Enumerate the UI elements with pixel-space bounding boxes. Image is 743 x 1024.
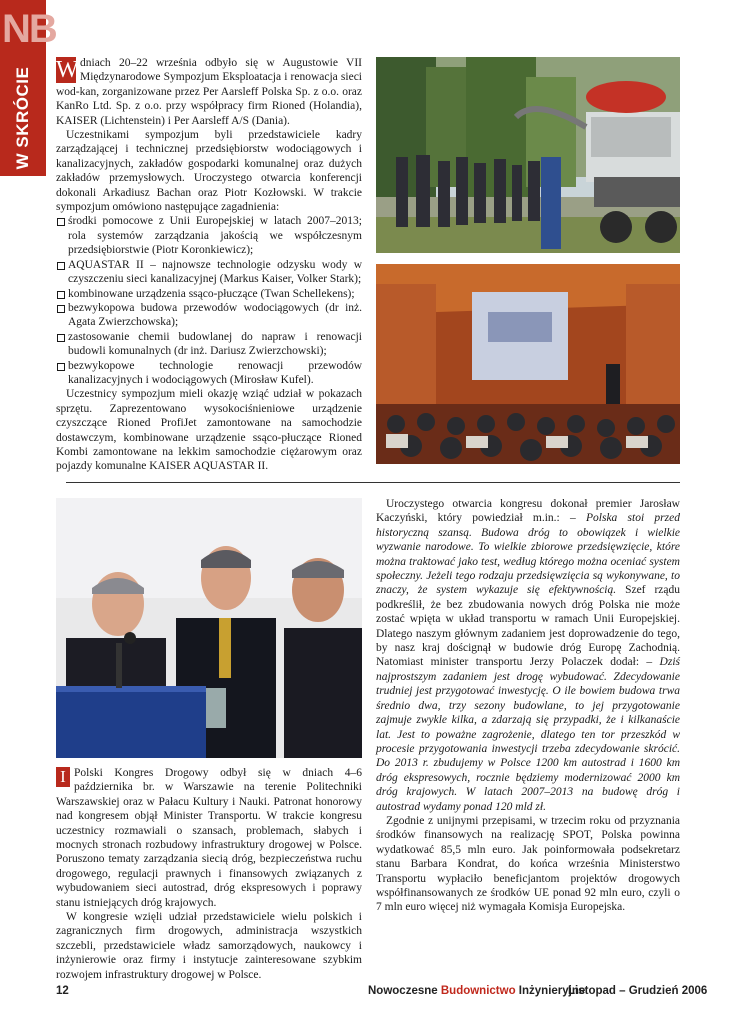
issue-date: Listopad – Grudzień 2006 [568,985,708,997]
list-item: bezwykopowe technologie renowacji przewodów kanalizacyjnych i wodociągowych (Mirosław Kufel). [56,359,362,388]
dropcap-i: I [56,767,70,787]
photo-conference-hall [376,264,680,464]
page-number: 12 [56,985,69,997]
kaczynski-quote: Polska stoi przed historyczną szansą. Budowa dróg to obowiązek i wielkie wyzwanie narodowe. To wielkie zbiorowe przedsięwzięcie, które można traktować jako test, według którego można oceniać system społeczny. Jeżeli tego rodzaju przedsięwzięcia są wykonywane, to znaczy, że system wykazuje się efektywnością. [376,512,680,597]
dropcap-w: W [56,57,79,83]
section-divider [66,482,680,483]
section-label: W SKRÓCIE [13,66,32,170]
article-1: W dniach 20–22 września odbyło się w Augustowie VII Międzynarodowe Sympozjum Eksploatacja i renowacja sieci wod-kan, zorganizowane przez Per Aarsleff Polska Sp. z o.o. oraz KanRo Ltd. Sp. z o.o. przy współpracy firm Rioned (Holandia), KAISER (Lichtenstein) i Per Aarsleff A/S (Dania). Uczestnikami sympozjum byli przedstawiciele kadry zarządzającej i technicznej przedsiębiorstw wodociągowych i kanalizacyjnych, zakładów gospodarki komunalnej oraz dużych zakładów przemysłowych. Uroczystego otwarcia konferencji dokonali Arkadiusz Bachan oraz Piotr Kozłowski. W trakcie sympozjum omówiono następujące zagadnienia: środki pomocowe z Unii Europejskiej w latach 2007–2013; rola systemów zarządzania jakością we współczesnym przedsiębiorstwie (Piotr Koronkiewicz); AQUASTAR II – najnowsze technologie odzysku wody w czyszczeniu sieci kanalizacyjnej (Markus Kaiser, Volker Stark); kombinowane urządzenia ssąco-płuczące (Twan Schellekens); bezwykopowa budowa przewodów wodociągowych (dr inż. Agata Zwierzchowska); zastosowanie chemii budowlanej do napraw i renowacji budowli komunalnych (dr inż. Dariusz Zwierzchowski); bezwykopowe technologie renowacji przewodów kanalizacyjnych i wodociągowych (Mirosław Kufel). Uczestnicy sympozjum mieli okazję wziąć udział w pokazach sprzętu. Zaprezentowano wysokociśnieniowe urządzenie czyszczące Rioned ProfiJet zamontowane na samochodzie dostawczym, kombinowane urządzenie ssąco-płuczące Rioned Kombi zamontowane na lekkim samochodzie ciężarowym oraz pojazdy komunalne KAISER AQUASTAR II. [56,57,362,473]
list-item: AQUASTAR II – najnowsze technologie odzysku wody w czyszczeniu sieci kanalizacyjnej (Markus Kaiser, Volker Stark); [56,258,362,287]
list-item: środki pomocowe z Unii Europejskiej w latach 2007–2013; rola systemów zarządzania jakością we współczesnym przedsiębiorstwie (Piotr Koronkiewicz); [56,214,362,257]
photo-officials [56,498,362,758]
polaczek-quote: Dziś najprostszym zadaniem jest drogę wybudować. Zdecydowanie trudniej jest przygotować inwestycję. O ile bowiem budowa trwa średnio dwa, trzy sezony budowlane, to jej przygotowanie zajmuje zwykle kilka, a zdarzają się przypadki, że i kilkanaście lat. Jest to poważne zagrożenie, dlatego ten tor przeszkód w procesie przygotowania inwestycji trzeba zdecydowanie skrócić. Do 2013 r. zbudujemy w Polsce 1200 km autostrad i 1600 km dróg ekspresowych, rocznie będziemy modernizować 2000 km dróg krajowych. W latach 2007–2013 na budowę dróg i autostrad wydamy ponad 120 mld zł. [376,656,680,813]
list-item: bezwykopowa budowa przewodów wodociągowych (dr inż. Agata Zwierzchowska); [56,301,362,330]
photo-equipment-demo [376,57,680,253]
list-item: kombinowane urządzenia ssąco-płuczące (Twan Schellekens); [56,287,362,301]
topics-list [56,214,362,387]
list-item: zastosowanie chemii budowlanej do napraw i renowacji budowli komunalnych (dr inż. Dariusz Zwierzchowski); [56,330,362,359]
magazine-logo: NB [2,7,56,51]
article-2-col-2: Uroczystego otwarcia kongresu dokonał premier Jarosław Kaczyński, który powiedział m.in.: – Polska stoi przed historyczną szansą. Budowa dróg to obowiązek i wielkie wyzwanie narodowe. To wielkie zbiorowe przedsięwzięcie, które można traktować jako test, według którego można oceniać system społeczny. Jeżeli tego rodzaju przedsięwzięcia są wykonywane, to znaczy, że system wykazuje się efektywnością. Szef rządu podkreślił, że bez zbudowania nowych dróg Polska nie może zostać wpięta w układ transportu w ramach Unii Europejskiej. Dlatego naszym głównym zadaniem jest doprowadzenie do tego, by nasz kraj doścignął w budowie dróg Europę Zachodnią. Natomiast minister transportu Jerzy Polaczek dodał: – Dziś najprostszym zadaniem jest drogę wybudować. Zdecydowanie trudniej jest przygotować inwestycję. O ile bowiem budowa trwa średnio dwa, trzy sezony budowlane, to jej przygotowanie zajmuje zwykle kilka, a zdarzają się przypadki, że i kilkanaście lat. Jest to poważne zagrożenie, dlatego ten tor przeszkód w procesie przygotowania inwestycji trzeba zdecydowanie skrócić. Do 2013 r. zbudujemy w Polsce 1200 km autostrad i 1600 km dróg ekspresowych, rocznie będziemy modernizować 2000 km dróg krajowych. W latach 2007–2013 na budowę dróg i autostrad wydamy ponad 120 mld zł. Zgodnie z unijnymi przepisami, w trzecim roku od przyznania środków finansowych na realizację SPOT, Polska powinna wydatkować 85,5 mln euro. Jak poinformowała podsekretarz stanu Barbara Kondrat, do końca września Ministerstwo Transportu wypłaciło beneficjantom projektów drogowych współfinansowanych ze środków UE ponad 92 mln euro, czyli o 7 mln euro więcej niż wymagała Komisja Europejska. [376,498,680,914]
article-2-col-1: I Polski Kongres Drogowy odbył się w dniach 4–6 października br. w Warszawie na terenie Politechniki Warszawskiej oraz w Pałacu Kultury i Nauki. Patronat honorowy nad kongresem objął Minister Transportu. W trakcie kongresu uczestnicy rozmawiali o szansach, problemach, słabych i mocnych stronach rozbudowy infrastruktury drogowej w Polsce. Poruszono tematy zarządzania siecią dróg, bezpieczeństwa ruchu drogowego, regulacji prawnych i finansowych związanych z wybudowaniem sieci autostrad, dróg ekspresowych i poprawy stanu istniejących dróg krajowych. W kongresie wzięli udział przedstawiciele wielu polskich i zagranicznych firm drogowych, administracja wszystkich szczebli, przedstawiciele władz samorządowych, naukowcy i inżynierowie oraz firmy i instytucje zainteresowane szybkim rozwojem infrastruktury drogowej w Polsce. [56,767,362,981]
magazine-name: Nowoczesne Budownictwo Inżynieryjne [368,985,586,997]
